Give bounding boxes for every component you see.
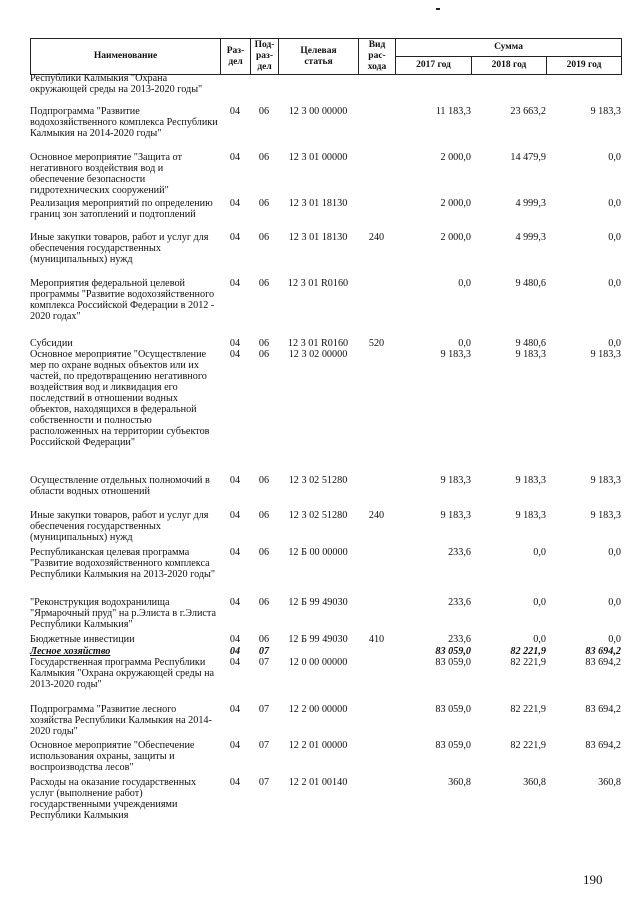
row-sum-2018: 4 999,3: [515, 198, 546, 209]
row-sum-2019: 9 183,3: [590, 106, 621, 117]
row-sum-2017: 83 059,0: [435, 657, 471, 668]
row-vid-rashoda: [358, 646, 395, 657]
row-razdel: 04: [229, 646, 241, 657]
row-razdel: 04: [229, 198, 241, 209]
row-razdel: 04: [229, 740, 241, 751]
row-vid-rashoda: 410: [368, 634, 385, 645]
row-name: Мероприятия федеральной целевой программы "Развитие водохозяйственного комплекса Российской Федерации в 2012 - 2020 годах": [30, 278, 215, 322]
row-sum-2018: 0,0: [533, 547, 546, 558]
row-podrazdel: 06: [258, 232, 270, 243]
row-celevaya-statya: 12 3 01 18130: [288, 232, 348, 243]
row-vid-rashoda: [358, 704, 395, 740]
row-celevaya-statya: 12 2 00 00000: [288, 704, 348, 715]
row-sum-2017: 360,8: [448, 777, 471, 788]
table-row: [30, 152, 621, 198]
row-sum-2019: 83 694,2: [585, 704, 621, 715]
row-podrazdel: 07: [258, 704, 270, 715]
row-sum-2019: 0,0: [608, 547, 621, 558]
row-celevaya-statya: 12 3 01 18130: [288, 198, 348, 209]
row-sum-2019: 0,0: [608, 232, 621, 243]
row-podrazdel: 06: [258, 597, 270, 608]
row-razdel: 04: [229, 547, 241, 558]
row-sum-2019: 83 694,2: [585, 740, 621, 751]
row-celevaya-statya: 12 0 00 00000: [288, 657, 348, 668]
row-vid-rashoda: 240: [368, 510, 385, 521]
row-name: Лесное хозяйство: [30, 646, 111, 657]
row-name: Субсидии: [30, 338, 73, 349]
row-sum-2018: 14 479,9: [510, 152, 546, 163]
table-row: [30, 349, 621, 475]
header-podrazdel: Под- раз- дел: [251, 39, 279, 75]
row-celevaya-statya: [278, 646, 358, 657]
row-sum-2019: 83 694,2: [585, 646, 621, 657]
row-name: Основное мероприятие "Защита от негативного воздействия вод и обеспечение безопасности гидротехнических сооружений": [30, 152, 182, 196]
row-razdel: [220, 73, 250, 106]
row-name: Подпрограмма "Развитие водохозяйственного комплекса Республики Калмыкия на 2014-2020 годы": [30, 106, 218, 139]
row-vid-rashoda: [358, 740, 395, 777]
row-sum-2018: 4 999,3: [515, 232, 546, 243]
row-razdel: 04: [229, 475, 241, 486]
table-row: [30, 510, 621, 547]
row-razdel: 04: [229, 657, 241, 668]
row-celevaya-statya: 12 3 02 51280: [288, 510, 348, 521]
table-row: [30, 278, 621, 338]
table-row: [30, 634, 621, 646]
table-row: [30, 657, 621, 704]
row-sum-2017: 233,6: [448, 547, 471, 558]
row-sum-2018: 9 183,3: [515, 475, 546, 486]
row-podrazdel: 06: [258, 475, 270, 486]
row-sum-2018: [471, 73, 546, 106]
row-razdel: 04: [229, 232, 241, 243]
row-sum-2017: 233,6: [448, 634, 471, 645]
row-sum-2017: 9 183,3: [440, 510, 471, 521]
row-name: Реализация мероприятий по определению границ зон затоплений и подтоплений: [30, 198, 213, 220]
budget-table: [30, 73, 621, 827]
row-sum-2018: 0,0: [533, 634, 546, 645]
row-celevaya-statya: 12 Б 99 49030: [288, 634, 348, 645]
row-vid-rashoda: [358, 777, 395, 827]
row-celevaya-statya: 12 3 01 R0160: [287, 338, 349, 349]
row-name: "Реконструкция водохранилища "Ярмарочный пруд" на р.Элиста в г.Элиста Республики Калмыкия": [30, 597, 217, 630]
row-sum-2017: 233,6: [448, 597, 471, 608]
row-podrazdel: 07: [258, 740, 270, 751]
page-mark: [436, 8, 440, 10]
row-razdel: 04: [229, 510, 241, 521]
row-celevaya-statya: [278, 73, 358, 106]
row-sum-2018: 82 221,9: [510, 657, 546, 668]
row-sum-2017: 2 000,0: [440, 198, 471, 209]
row-vid-rashoda: [358, 349, 395, 475]
header-year-2019: 2019 год: [547, 57, 622, 75]
row-name: Иные закупки товаров, работ и услуг для обеспечения государственных (муниципальных) нужд: [30, 510, 209, 543]
row-celevaya-statya: 12 Б 00 00000: [288, 547, 348, 558]
row-podrazdel: 07: [258, 777, 270, 788]
row-podrazdel: 07: [258, 657, 270, 668]
row-sum-2017: 2 000,0: [440, 152, 471, 163]
row-celevaya-statya: 12 2 01 00000: [288, 740, 348, 751]
row-sum-2018: 9 183,3: [515, 349, 546, 360]
row-sum-2019: 0,0: [608, 597, 621, 608]
table-row: [30, 547, 621, 597]
row-sum-2018: 360,8: [523, 777, 546, 788]
row-podrazdel: 06: [258, 106, 270, 117]
row-vid-rashoda: [358, 106, 395, 152]
row-vid-rashoda: [358, 657, 395, 704]
row-sum-2019: 9 183,3: [590, 510, 621, 521]
row-sum-2018: 23 663,2: [510, 106, 546, 117]
row-sum-2018: 82 221,9: [510, 740, 546, 751]
row-razdel: 04: [229, 634, 241, 645]
table-row: [30, 704, 621, 740]
row-podrazdel: 06: [258, 349, 270, 360]
row-name: Подпрограмма "Развитие лесного хозяйства Республики Калмыкия на 2014-2020 годы": [30, 704, 212, 737]
row-podrazdel: [250, 73, 278, 106]
header-name: Наименование: [31, 39, 221, 75]
row-name: Основное мероприятие "Обеспечение использования охраны, защиты и воспроизводства лесов": [30, 740, 195, 773]
row-razdel: 04: [229, 704, 241, 715]
row-celevaya-statya: 12 3 01 00000: [288, 152, 348, 163]
row-sum-2018: 82 221,9: [510, 646, 546, 657]
table-header: [30, 38, 622, 75]
row-sum-2018: 0,0: [533, 597, 546, 608]
row-podrazdel: 06: [258, 152, 270, 163]
row-name: Республики Калмыкия "Охрана окружающей среды на 2013-2020 годы": [30, 73, 203, 95]
row-vid-rashoda: 240: [368, 232, 385, 243]
row-sum-2017: 83 059,0: [435, 740, 471, 751]
table-row: [30, 106, 621, 152]
row-celevaya-statya: 12 3 02 00000: [288, 349, 348, 360]
header-year-2018: 2018 год: [472, 57, 547, 75]
row-vid-rashoda: [358, 597, 395, 634]
row-vid-rashoda: [358, 475, 395, 510]
row-podrazdel: 06: [258, 547, 270, 558]
row-celevaya-statya: 12 3 00 00000: [288, 106, 348, 117]
row-razdel: 04: [229, 338, 241, 349]
header-summa: Сумма: [396, 39, 622, 57]
row-podrazdel: 06: [258, 634, 270, 645]
row-razdel: 04: [229, 278, 241, 289]
row-name: Иные закупки товаров, работ и услуг для обеспечения государственных (муниципальных) нужд: [30, 232, 209, 265]
row-sum-2019: 0,0: [608, 634, 621, 645]
row-celevaya-statya: 12 Б 99 49030: [288, 597, 348, 608]
row-vid-rashoda: [358, 278, 395, 338]
row-vid-rashoda: [358, 73, 395, 106]
header-celevaya-statya: Целевая статья: [279, 39, 359, 75]
row-razdel: 04: [229, 777, 241, 788]
row-celevaya-statya: 12 3 02 51280: [288, 475, 348, 486]
row-razdel: 04: [229, 597, 241, 608]
row-sum-2017: 0,0: [458, 338, 471, 349]
row-sum-2018: 9 480,6: [515, 338, 546, 349]
row-sum-2017: 83 059,0: [435, 704, 471, 715]
row-vid-rashoda: [358, 547, 395, 597]
table-row: [30, 740, 621, 777]
row-name: Основное мероприятие "Осуществление мер по охране водных объектов или их частей, по предотвращению негативного воздействия вод и ликвидация его последствий в отношении водных объектов, находящихся в федеральной собственности и полностью расположенных на территории субъектов Российской Федерации": [30, 349, 210, 448]
row-sum-2019: 360,8: [598, 777, 621, 788]
row-vid-rashoda: [358, 152, 395, 198]
row-sum-2018: 9 183,3: [515, 510, 546, 521]
row-sum-2017: 9 183,3: [440, 349, 471, 360]
row-sum-2019: 83 694,2: [585, 657, 621, 668]
table-row: [30, 475, 621, 510]
row-name: Расходы на оказание государственных услуг (выполнение работ) государственными учреждениями Республики Калмыкия: [30, 777, 197, 821]
table-row: [30, 73, 621, 106]
row-sum-2019: 9 183,3: [590, 475, 621, 486]
row-sum-2018: 9 480,6: [515, 278, 546, 289]
row-sum-2019: 0,0: [608, 198, 621, 209]
header-razdel: Раз- дел: [221, 39, 251, 75]
row-podrazdel: 06: [258, 338, 270, 349]
table-row: [30, 777, 621, 827]
row-sum-2017: 2 000,0: [440, 232, 471, 243]
row-name: Бюджетные инвестиции: [30, 634, 135, 645]
header-year-2017: 2017 год: [396, 57, 472, 75]
row-podrazdel: 06: [258, 510, 270, 521]
row-sum-2017: 83 059,0: [435, 646, 471, 657]
table-row: [30, 338, 621, 349]
row-sum-2019: 9 183,3: [590, 349, 621, 360]
row-sum-2017: [395, 73, 471, 106]
row-podrazdel: 06: [258, 278, 270, 289]
table-row: [30, 646, 621, 657]
row-sum-2019: 0,0: [608, 152, 621, 163]
row-sum-2019: 0,0: [608, 338, 621, 349]
row-sum-2017: 0,0: [458, 278, 471, 289]
row-sum-2018: 82 221,9: [510, 704, 546, 715]
row-podrazdel: 06: [258, 198, 270, 209]
row-name: Государственная программа Республики Калмыкия "Охрана окружающей среды на 2013-2020 годы": [30, 657, 215, 690]
table-row: [30, 232, 621, 278]
row-name: Республиканская целевая программа "Развитие водохозяйственного комплекса Республики Калмыкия на 2013-2020 годы": [30, 547, 216, 580]
row-name: Осуществление отдельных полномочий в области водных отношений: [30, 475, 210, 497]
row-podrazdel: 07: [258, 646, 270, 657]
page-number: 190: [583, 872, 603, 887]
row-celevaya-statya: 12 2 01 00140: [288, 777, 348, 788]
row-razdel: 04: [229, 349, 241, 360]
row-vid-rashoda: 520: [368, 338, 385, 349]
row-sum-2019: [546, 73, 621, 106]
row-razdel: 04: [229, 106, 241, 117]
table-row: [30, 597, 621, 634]
row-sum-2019: 0,0: [608, 278, 621, 289]
row-sum-2017: 11 183,3: [435, 106, 471, 117]
header-vid-rashoda: Вид рас- хода: [359, 39, 396, 75]
table-row: [30, 198, 621, 232]
row-sum-2017: 9 183,3: [440, 475, 471, 486]
row-celevaya-statya: 12 3 01 R0160: [287, 278, 349, 289]
row-vid-rashoda: [358, 198, 395, 232]
row-razdel: 04: [229, 152, 241, 163]
